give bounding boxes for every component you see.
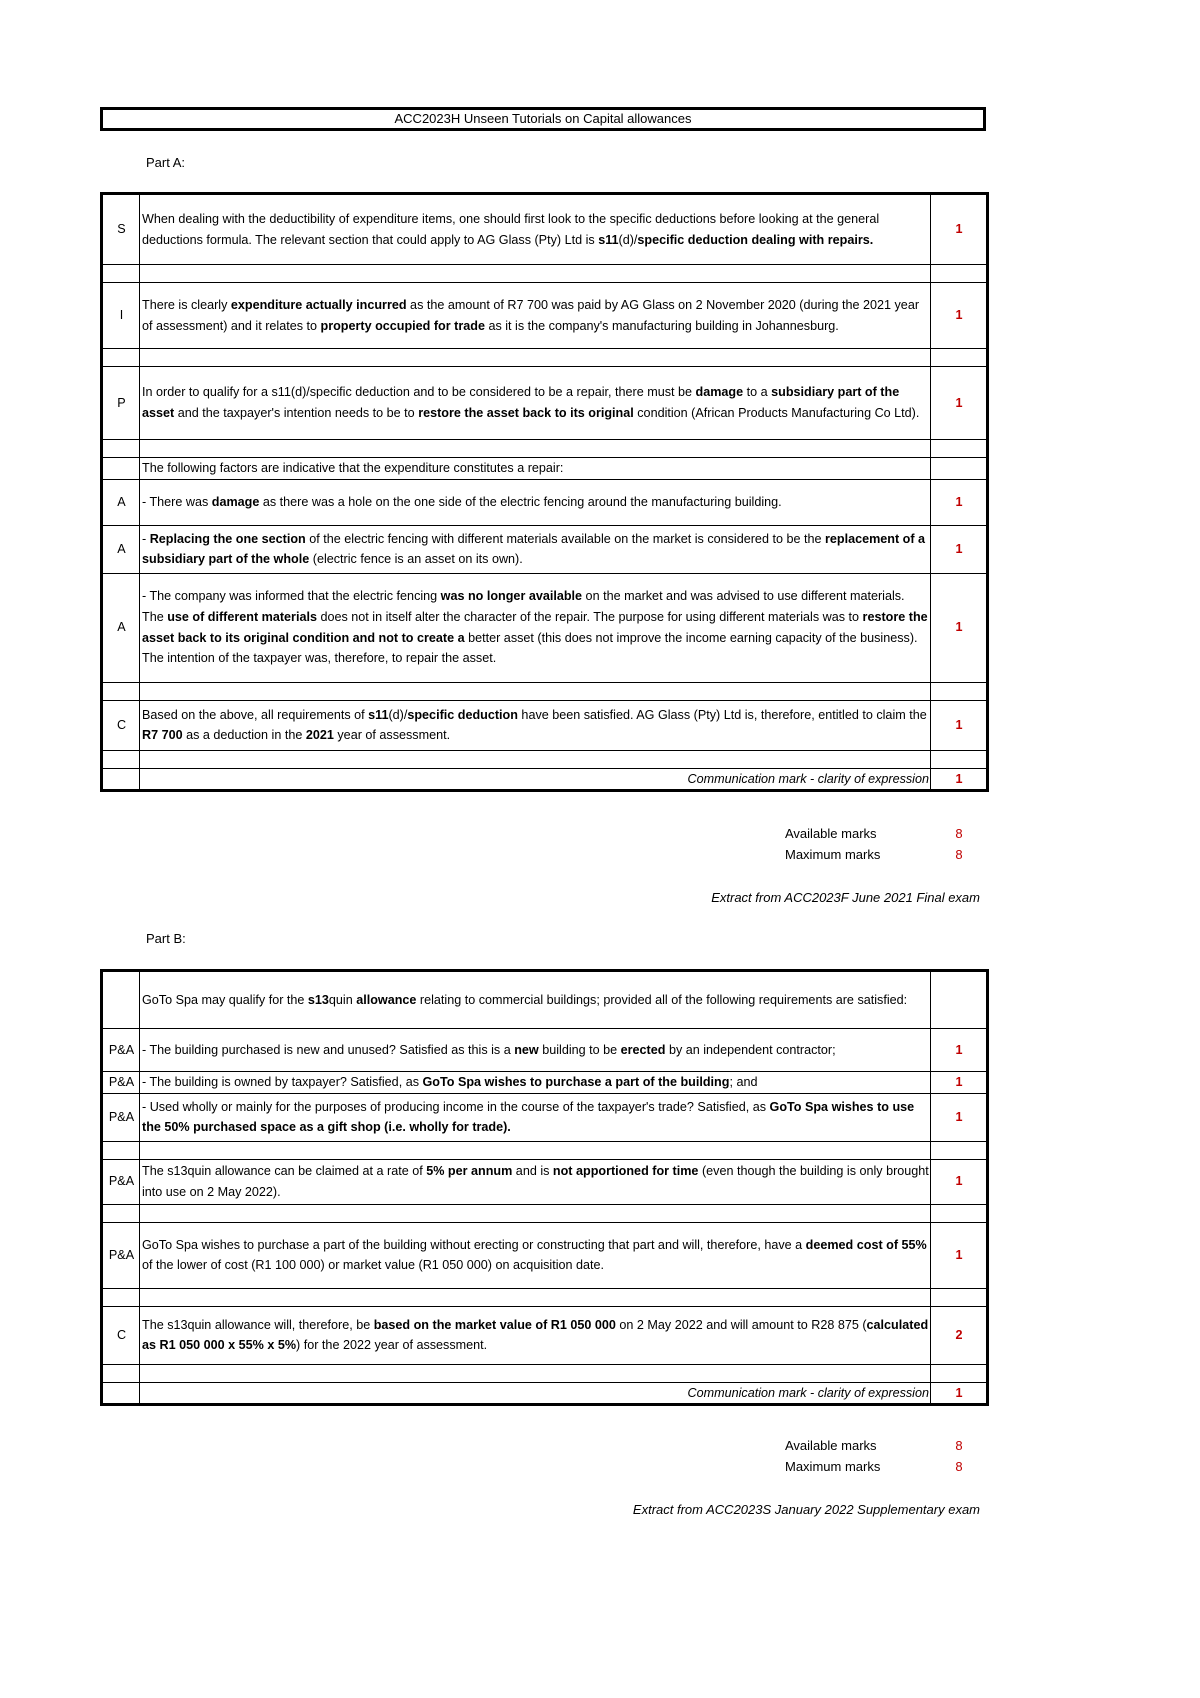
- spacer-row: [102, 750, 988, 768]
- mark-cell: [931, 458, 988, 480]
- empty-cell: [140, 682, 931, 700]
- empty-cell: [102, 1141, 140, 1159]
- spacer-row: [102, 1364, 988, 1382]
- maximum-marks-label: Maximum marks: [785, 847, 881, 862]
- answer-text: - Used wholly or mainly for the purposes of producing income in the course of the taxpayer's trade? Satisfied, as GoTo Spa wishes to use the 50% purchased space as a gift shop (i.e. wholly for trade).: [140, 1093, 931, 1141]
- empty-cell: [931, 265, 988, 283]
- criterion-code: C: [102, 1306, 140, 1364]
- mark-cell: 1: [931, 1029, 988, 1072]
- table-row: [102, 1382, 988, 1405]
- mark-cell: 1: [931, 1093, 988, 1141]
- mark-cell: 1: [931, 1222, 988, 1288]
- spacer-row: [102, 1204, 988, 1222]
- mark-cell: 1: [931, 1072, 988, 1094]
- empty-cell: [102, 1364, 140, 1382]
- empty-cell: [140, 1141, 931, 1159]
- answer-text: GoTo Spa may qualify for the s13quin allowance relating to commercial buildings; provided all of the following requirements are satisfied:: [140, 971, 931, 1029]
- communication-mark-label: Communication mark - clarity of expression: [140, 768, 931, 791]
- part-b-label: Part B:: [146, 931, 186, 946]
- answer-text: - The building is owned by taxpayer? Satisfied, as GoTo Spa wishes to purchase a part of the building; and: [140, 1072, 931, 1094]
- criterion-code: A: [102, 573, 140, 682]
- criterion-code: C: [102, 700, 140, 750]
- answer-text: The following factors are indicative that the expenditure constitutes a repair:: [140, 458, 931, 480]
- criterion-code: P&A: [102, 1222, 140, 1288]
- mark-cell: 1: [931, 367, 988, 440]
- empty-cell: [140, 265, 931, 283]
- answer-text: - Replacing the one section of the electric fencing with different materials available on the market is considered to be the replacement of a subsidiary part of the whole (electric fence is an asset on its own).: [140, 525, 931, 573]
- empty-cell: [140, 1204, 931, 1222]
- part-b-table: [100, 969, 989, 1406]
- criterion-code: A: [102, 479, 140, 525]
- answer-text: In order to qualify for a s11(d)/specific deduction and to be considered to be a repair, there must be damage to a subsidiary part of the asset and the taxpayer's intention needs to be to restore the asset back to its original condition (African Products Manufacturing Co Ltd).: [140, 367, 931, 440]
- part-a-table: [100, 192, 989, 792]
- answer-text: - There was damage as there was a hole on the one side of the electric fencing around the manufacturing building.: [140, 479, 931, 525]
- mark-cell: 2: [931, 1306, 988, 1364]
- empty-cell: [931, 682, 988, 700]
- mark-cell: 1: [931, 700, 988, 750]
- answer-text: GoTo Spa wishes to purchase a part of the building without erecting or constructing that part and will, therefore, have a deemed cost of 55% of the lower of cost (R1 100 000) or market value (R1 050 000) on acquisition date.: [140, 1222, 931, 1288]
- table-row: [102, 573, 988, 682]
- criterion-code: P&A: [102, 1029, 140, 1072]
- answer-text: There is clearly expenditure actually incurred as the amount of R7 700 was paid by AG Glass on 2 November 2020 (during the 2021 year of assessment) and it relates to property occupied for trade as it is the company's manufacturing building in Johannesburg.: [140, 283, 931, 349]
- maximum-marks-label: Maximum marks: [785, 1459, 881, 1474]
- table-row: [102, 525, 988, 573]
- empty-cell: [102, 750, 140, 768]
- spacer-row: [102, 349, 988, 367]
- spacer-row: [102, 265, 988, 283]
- criterion-code: P&A: [102, 1159, 140, 1204]
- answer-text: Based on the above, all requirements of s11(d)/specific deduction have been satisfied. AG Glass (Pty) Ltd is, therefore, entitled to claim the R7 700 as a deduction in the 2021 year of assessment.: [140, 700, 931, 750]
- table-row: [102, 1072, 988, 1094]
- mark-cell: 1: [931, 573, 988, 682]
- mark-cell: 1: [931, 1159, 988, 1204]
- mark-cell: 1: [931, 1382, 988, 1405]
- empty-cell: [931, 440, 988, 458]
- criterion-code: A: [102, 525, 140, 573]
- table-row: [102, 768, 988, 791]
- table-row: [102, 700, 988, 750]
- maximum-marks-value: 8: [955, 1459, 963, 1474]
- table-row: [102, 1029, 988, 1072]
- table-row: [102, 1306, 988, 1364]
- answer-text: - The building purchased is new and unused? Satisfied as this is a new building to be erected by an independent contractor;: [140, 1029, 931, 1072]
- empty-cell: [931, 750, 988, 768]
- mark-cell: 1: [931, 283, 988, 349]
- table-row: [102, 971, 988, 1029]
- mark-cell: 1: [931, 768, 988, 791]
- maximum-marks-value: 8: [955, 847, 963, 862]
- table-row: [102, 1159, 988, 1204]
- criterion-code: P&A: [102, 1072, 140, 1094]
- answer-text: - The company was informed that the electric fencing was no longer available on the market and was advised to use different materials. The use of different materials does not in itself alter the character of the repair. The purpose for using different materials was to restore the asset back to its original condition and not to create a better asset (this does not improve the income earning capacity of the business). The intention of the taxpayer was, therefore, to repair the asset.: [140, 573, 931, 682]
- criterion-code: I: [102, 283, 140, 349]
- empty-cell: [102, 1382, 140, 1405]
- part-a-extract-note: Extract from ACC2023F June 2021 Final exam: [711, 890, 980, 905]
- mark-cell: 1: [931, 479, 988, 525]
- empty-cell: [102, 768, 140, 791]
- spacer-row: [102, 1141, 988, 1159]
- empty-cell: [931, 1288, 988, 1306]
- spacer-row: [102, 682, 988, 700]
- answer-text: The s13quin allowance can be claimed at a rate of 5% per annum and is not apportioned for time (even though the building is only brought into use on 2 May 2022).: [140, 1159, 931, 1204]
- mark-cell: [931, 971, 988, 1029]
- criterion-code: [102, 458, 140, 480]
- empty-cell: [102, 349, 140, 367]
- document-title: ACC2023H Unseen Tutorials on Capital allowances: [100, 107, 986, 131]
- answer-text: When dealing with the deductibility of expenditure items, one should first look to the specific deductions before looking at the general deductions formula. The relevant section that could apply to AG Glass (Pty) Ltd is s11(d)/specific deduction dealing with repairs.: [140, 194, 931, 265]
- empty-cell: [140, 1288, 931, 1306]
- empty-cell: [931, 349, 988, 367]
- criterion-code: P&A: [102, 1093, 140, 1141]
- part-a-label: Part A:: [146, 155, 186, 170]
- empty-cell: [140, 1364, 931, 1382]
- part-b-extract-note: Extract from ACC2023S January 2022 Supplementary exam: [632, 1502, 980, 1517]
- criterion-code: S: [102, 194, 140, 265]
- empty-cell: [931, 1364, 988, 1382]
- spacer-row: [102, 440, 988, 458]
- available-marks-value: 8: [955, 1438, 963, 1453]
- available-marks-label: Available marks: [785, 826, 877, 841]
- mark-cell: 1: [931, 194, 988, 265]
- empty-cell: [140, 750, 931, 768]
- empty-cell: [931, 1141, 988, 1159]
- criterion-code: P: [102, 367, 140, 440]
- available-marks-value: 8: [955, 826, 963, 841]
- empty-cell: [102, 440, 140, 458]
- table-row: [102, 1222, 988, 1288]
- table-row: [102, 194, 988, 265]
- table-row: [102, 1093, 988, 1141]
- criterion-code: [102, 971, 140, 1029]
- table-row: [102, 283, 988, 349]
- spacer-row: [102, 1288, 988, 1306]
- empty-cell: [140, 440, 931, 458]
- available-marks-label: Available marks: [785, 1438, 877, 1453]
- table-row: [102, 479, 988, 525]
- table-row: [102, 458, 988, 480]
- table-row: [102, 367, 988, 440]
- mark-cell: 1: [931, 525, 988, 573]
- communication-mark-label: Communication mark - clarity of expression: [140, 1382, 931, 1405]
- empty-cell: [931, 1204, 988, 1222]
- empty-cell: [102, 682, 140, 700]
- empty-cell: [102, 1288, 140, 1306]
- empty-cell: [102, 1204, 140, 1222]
- empty-cell: [102, 265, 140, 283]
- empty-cell: [140, 349, 931, 367]
- answer-text: The s13quin allowance will, therefore, be based on the market value of R1 050 000 on 2 May 2022 and will amount to R28 875 (calculated as R1 050 000 x 55% x 5%) for the 2022 year of assessment.: [140, 1306, 931, 1364]
